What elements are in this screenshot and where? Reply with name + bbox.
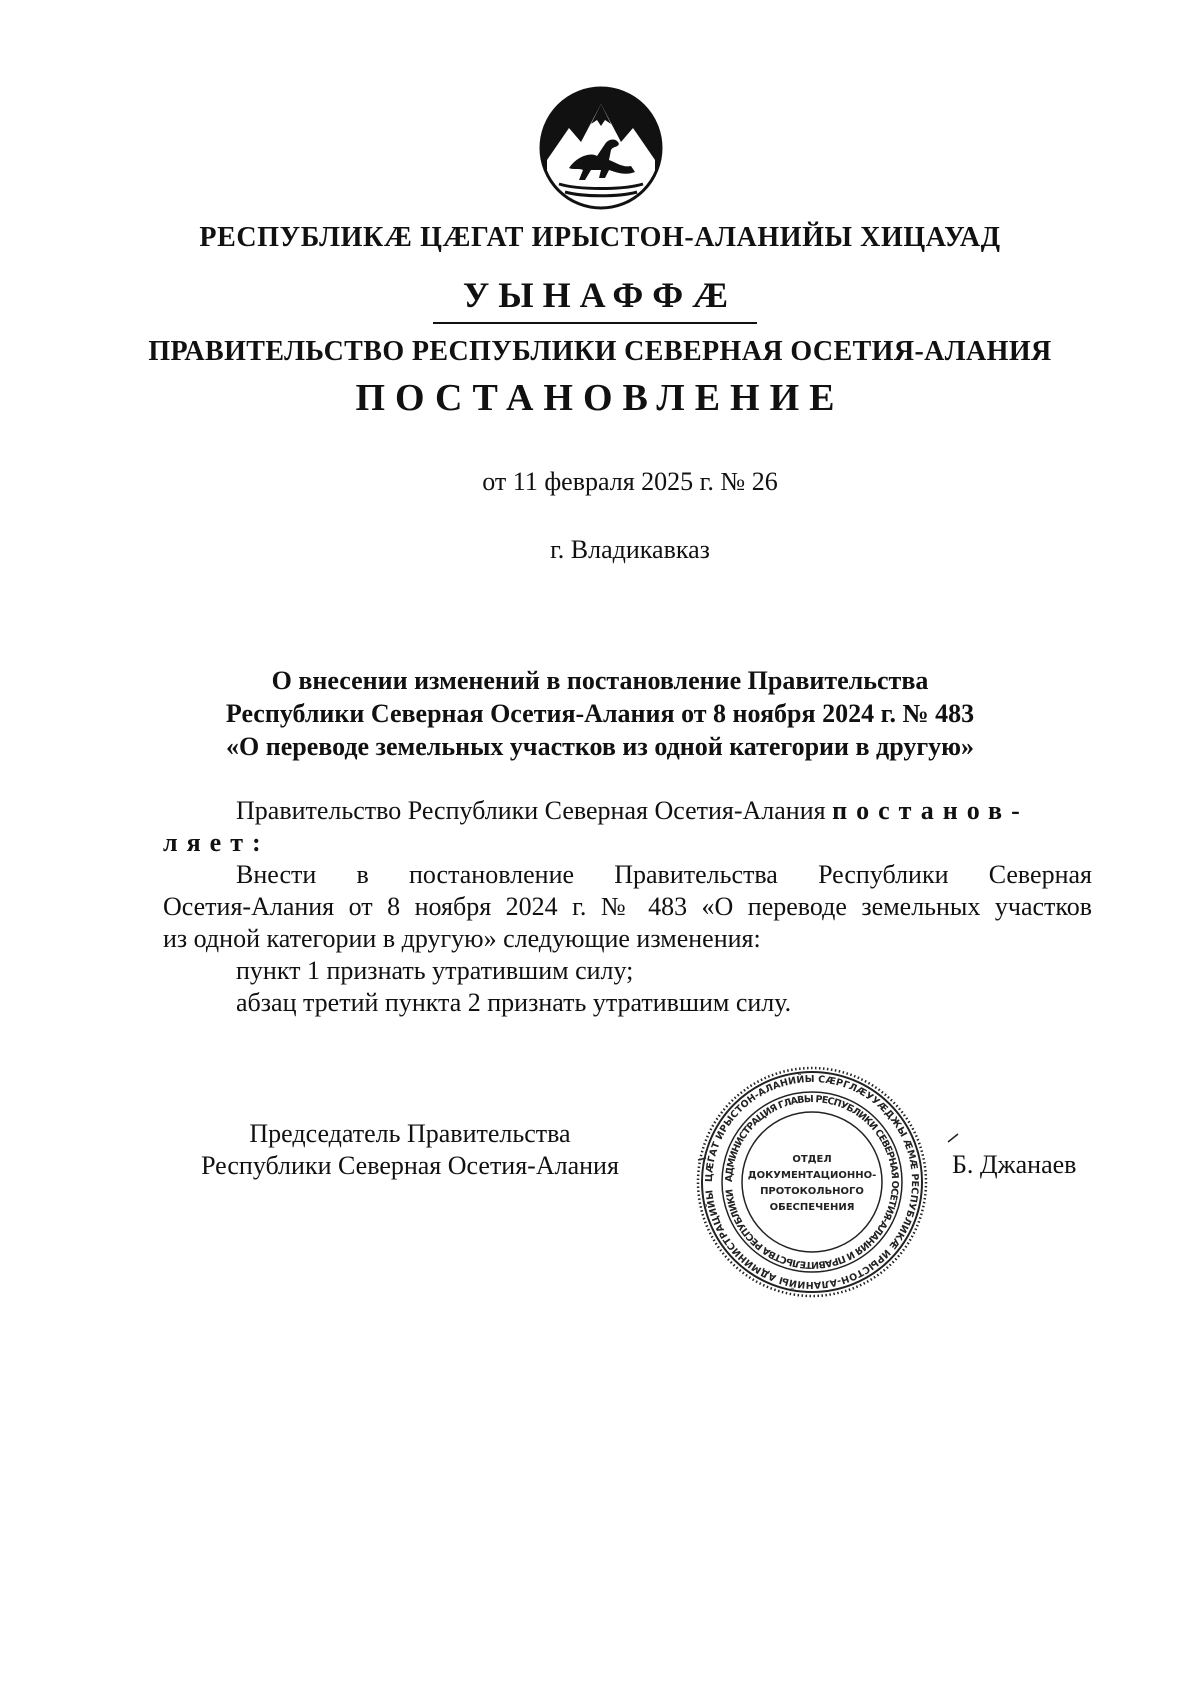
signature-mark-icon <box>946 1132 960 1144</box>
stamp-middle-text: АДМИНИСТРАЦИЯ ГЛАВЫ РЕСПУБЛИКИ СЕВЕРНАЯ ОСЕТИЯ-АЛАНИЯ И ПРАВИТЕЛЬСТВА РЕСПУБЛИКИ <box>723 1093 901 1271</box>
amendment-item: пункт 1 признать утратившим силу; <box>236 956 634 985</box>
resolves-word: постанов- <box>832 796 1029 825</box>
ossetian-government-heading: РЕСПУБЛИКÆ ЦÆГАТ ИРЫСТОН-АЛАНИЙЫ ХИЦАУАД <box>199 222 1001 253</box>
decree-body <box>163 795 1092 1019</box>
decree-title-line: О внесении изменений в постановление Правительства <box>271 666 929 695</box>
coat-of-arms-icon <box>539 86 663 210</box>
amendment-paragraph-line: из одной категории в другую» следующие изменения: <box>163 924 761 953</box>
stamp-center-line: ОТДЕЛ <box>792 1154 832 1165</box>
ossetian-decree-heading: УЫНАФФÆ <box>462 275 738 315</box>
stamp-center-line: ОБЕСПЕЧЕНИЯ <box>769 1202 855 1213</box>
header-divider <box>433 322 757 324</box>
decree-date-number: от 11 февраля 2025 г. № 26 <box>482 467 778 496</box>
decree-title-line: Республики Северная Осетия-Алания от 8 ноября 2024 г. № 483 <box>225 699 975 728</box>
svg-text:АДМИНИСТРАЦИЯ ГЛАВЫ РЕСПУБЛИКИ <box>724 1094 900 1270</box>
resolves-word-continuation: ляет: <box>163 828 270 857</box>
official-stamp <box>694 1064 930 1300</box>
russian-decree-heading: ПОСТАНОВЛЕНИЕ <box>355 377 845 419</box>
preamble-line <box>163 795 1092 827</box>
signatory-position-line: Республики Северная Осетия-Алания <box>201 1151 619 1180</box>
decree-title <box>0 664 1200 763</box>
svg-text:ЦÆГАТ ИРЫСТОН-АЛАНИЙЫ СÆРГЛÆУУ <box>704 1073 920 1290</box>
russian-government-heading: ПРАВИТЕЛЬСТВО РЕСПУБЛИКИ СЕВЕРНАЯ ОСЕТИЯ-АЛАНИЯ <box>148 336 1052 367</box>
signatory-position <box>175 1118 645 1182</box>
decree-city: г. Владикавказ <box>550 535 710 564</box>
signatory-name: Б. Джанаев <box>952 1150 1077 1179</box>
amendment-paragraph-line: Внести в постановление Правительства Республики Северная <box>236 860 1092 889</box>
preamble-continuation <box>163 827 1092 859</box>
amendment-paragraph-line: Осетия-Алания от 8 ноября 2024 г. № 483 «О переводе земельных участков <box>163 892 1092 921</box>
decree-title-line: «О переводе земельных участков из одной категории в другую» <box>226 732 974 761</box>
preamble-text: Правительство Республики Северная Осетия-Алания <box>236 796 833 825</box>
amendment-item: абзац третий пункта 2 признать утратившим силу. <box>236 988 792 1017</box>
signatory-position-line: Председатель Правительства <box>249 1119 571 1148</box>
stamp-center-line: ПРОТОКОЛЬНОГО <box>760 1186 864 1197</box>
stamp-center-line: ДОКУМЕНТАЦИОННО- <box>747 1170 877 1181</box>
stamp-outer-text: ЦÆГАТ ИРЫСТОН-АЛАНИЙЫ СÆРГЛÆУУÆДЖЫ ÆМÆ РЕСПУБЛИКÆ ИРЫСТОН-АЛАНИЙЫ АДМИНИСТРАЦИЙЫ <box>703 1073 921 1291</box>
